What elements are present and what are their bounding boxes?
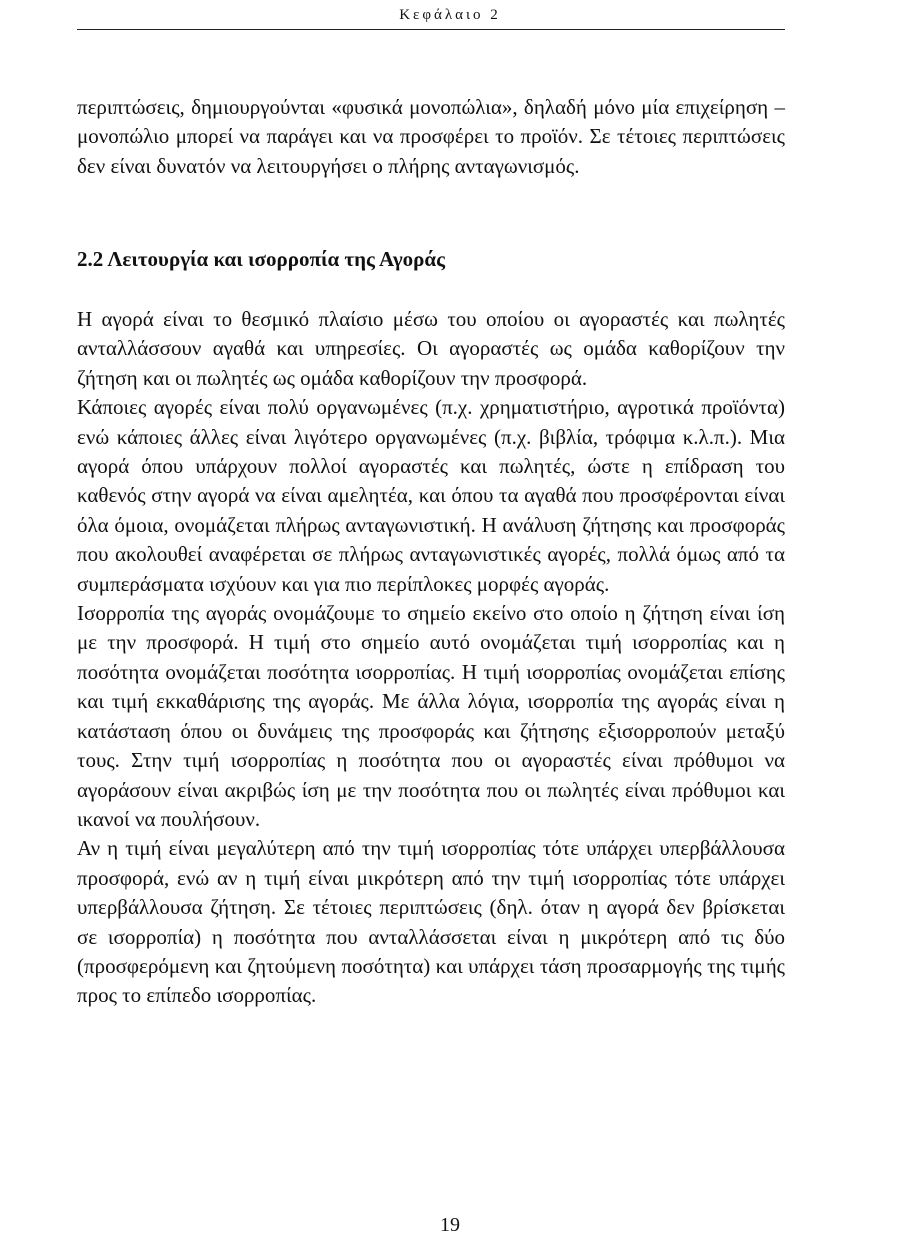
header-divider: [77, 29, 785, 30]
intro-paragraph: περιπτώσεις, δημιουργούνται «φυσικά μονοπώλια», δηλαδή μόνο μία επιχείρηση – μονοπώλιο μπορεί να παράγει και να προσφέρει το προϊόν. Σε τέτοιες περιπτώσεις δεν είναι δυνατόν να λειτουργήσει ο πλήρης ανταγωνισμός.: [77, 95, 785, 178]
paragraph-disequilibrium: Αν η τιμή είναι μεγαλύτερη από την τιμή ισορροπίας τότε υπάρχει υπερβάλλουσα προσφορά, ενώ αν η τιμή είναι μικρότερη από την τιμή ισορροπίας τότε υπάρχει υπερβάλλουσα ζήτηση. Σε τέτοιες περιπτώσεις (δηλ. όταν η αγορά δεν βρίσκεται σε ισορροπία) η ποσότητα που ανταλλάσσεται είναι η μικρότερη από τις δύο (προσφερόμενη και ζητούμενη ποσότητα) και υπάρχει τάση προσαρμογής της τιμής προς το επίπεδο ισορροπίας.: [77, 836, 785, 1008]
page-number: 19: [440, 1214, 460, 1236]
paragraph-market-types: Κάποιες αγορές είναι πολύ οργανωμένες (π.χ. χρηματιστήριο, αγροτικά προϊόντα) ενώ κάποιες άλλες είναι λιγότερο οργανωμένες (π.χ. βιβλία, τρόφιμα κ.λ.π.). Μια αγορά όπου υπάρχουν πολλοί αγοραστές και πωλητές, ώστε η επίδραση του καθενός στην αγορά να είναι αμελητέα, και όπου τα αγαθά που προσφέρονται είναι όλα όμοια, ονομάζεται πλήρως ανταγωνιστική. Η ανάλυση ζήτησης και προσφοράς που ακολουθεί αναφέρεται σε πλήρως ανταγωνιστικές αγορές, πολλά όμως από τα συμπεράσματα ισχύουν και για πιο περίπλοκες μορφές αγοράς.: [77, 395, 785, 596]
section-body: [77, 305, 785, 1011]
paragraph-equilibrium: Ισορροπία της αγοράς ονομάζουμε το σημείο εκείνο στο οποίο η ζήτηση είναι ίση με την προσφορά. Η τιμή στο σημείο αυτό ονομάζεται τιμή ισορροπίας και η ποσότητα ονομάζεται ποσότητα ισορροπίας. Η τιμή ισορροπίας ονομάζεται επίσης και τιμή εκκαθάρισης της αγοράς. Με άλλα λόγια, ισορροπία της αγοράς είναι η κατάσταση όπου οι δυνάμεις της προσφοράς και ζήτησης εξισορροπούν μεταξύ τους. Στην τιμή ισορροπίας η ποσότητα που οι αγοραστές είναι πρόθυμοι να αγοράσουν είναι ακριβώς ίση με την ποσότητα που οι πωλητές είναι πρόθυμοι και ικανοί να πουλήσουν.: [77, 601, 785, 831]
paragraph-market-definition: Η αγορά είναι το θεσμικό πλαίσιο μέσω του οποίου οι αγοραστές και πωλητές ανταλλάσσουν αγαθά και υπηρεσίες. Οι αγοραστές ως ομάδα καθορίζουν την ζήτηση και οι πωλητές ως ομάδα καθορίζουν την προσφορά.: [77, 307, 785, 390]
running-header: Κεφάλαιο 2: [399, 7, 501, 23]
section-heading: 2.2 Λειτουργία και ισορροπία της Αγοράς: [77, 247, 445, 271]
